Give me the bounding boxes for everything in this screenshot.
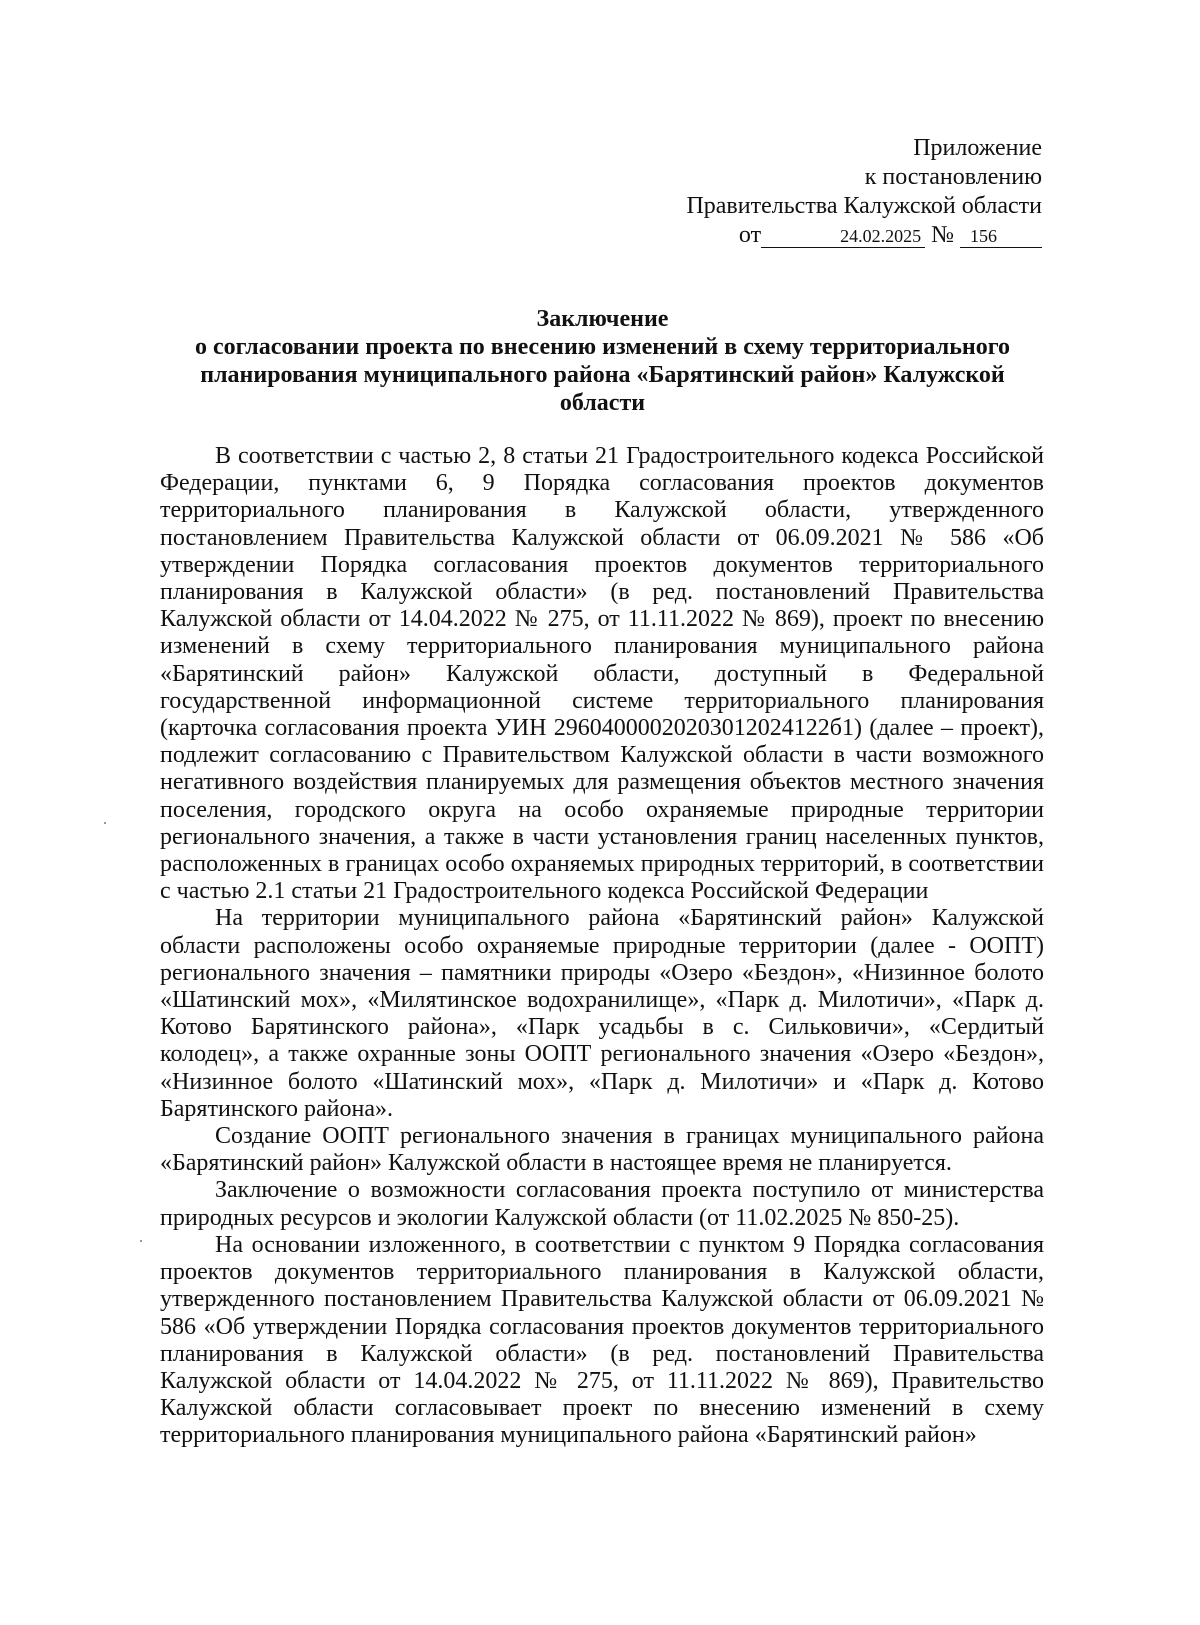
appendix-header (686, 134, 1042, 250)
document-title (165, 305, 1040, 417)
appendix-resolution-ref: к постановлению (864, 164, 1042, 190)
resolution-date: 24.02.2025 (761, 225, 925, 248)
document-body (160, 443, 1044, 1450)
number-sign: № (931, 222, 954, 248)
title-line-4: области (559, 390, 646, 416)
appendix-date-number (686, 221, 1042, 250)
resolution-number: 156 (960, 225, 1042, 248)
scan-speck (140, 1240, 142, 1242)
paragraph-5: На основании изложенного, в соответствии с пунктом 9 Порядка согласования проектов документов территориального планирования в Калужской области, утвержденного постановлением Правительства Калужской области от 06.09.2021 № 586 «Об утверждении Порядка согласования проектов документов территориального планирования в Калужской области» (в ред. постановлений Правительства Калужской области от 14.04.2022 № 275, от 11.11.2022 № 869), Правительство Калужской области согласовывает проект по внесению изменений в схему территориального планирования муниципального района «Барятинский район» (160, 1231, 1044, 1449)
title-line-2: о согласовании проекта по внесению изменений в схему территориального (194, 334, 1011, 360)
date-prefix: от (738, 222, 762, 248)
scan-speck (104, 822, 106, 824)
paragraph-4: Заключение о возможности согласования проекта поступило от министерства природных ресурсов и экологии Калужской области (от 11.02.2025 № 850-25). (160, 1177, 1044, 1231)
appendix-label: Приложение (913, 135, 1042, 161)
title-line-3: планирования муниципального района «Барятинский район» Калужской (200, 362, 1005, 388)
paragraph-1: В соответствии с частью 2, 8 статьи 21 Градостроительного кодекса Российской Федерации, пунктами 6, 9 Порядка согласования проектов документов территориального планирования в Калужской области, утвержденного постановлением Правительства Калужской области от 06.09.2021 № 586 «Об утверждении Порядка согласования проектов документов территориального планирования в Калужской области» (в ред. постановлений Правительства Калужской области от 14.04.2022 № 275, от 11.11.2022 № 869), проект по внесению изменений в схему территориального планирования муниципального района «Барятинский район» Калужской области, доступный в Федеральной государственной информационной системе территориального планирования (карточка согласования проекта УИН 29604000020203012024122б1) (далее – проект), подлежит согласованию с Правительством Калужской области в части возможного негативного воздействия планируемых для размещения объектов местного значения поселения, городского округа на особо охраняемые природные территории регионального значения, а также в части установления границ населенных пунктов, расположенных в границах особо охраняемых природных территорий, в соответствии с частью 2.1 статьи 21 Градостроительного кодекса Российской Федерации (160, 443, 1044, 905)
paragraph-2: На территории муниципального района «Барятинский район» Калужской области расположены особо охраняемые природные территории (далее - ООПТ) регионального значения – памятники природы «Озеро «Бездон», «Низинное болото «Шатинский мох», «Милятинское водохранилище», «Парк д. Милотичи», «Парк д. Котово Барятинского района», «Парк усадьбы в с. Сильковичи», «Сердитый колодец», а также охранные зоны ООПТ регионального значения «Озеро «Бездон», «Низинное болото «Шатинский мох», «Парк д. Милотичи» и «Парк д. Котово Барятинского района». (160, 905, 1044, 1122)
title-line-1: Заключение (536, 306, 669, 332)
paragraph-3: Создание ООПТ регионального значения в границах муниципального района «Барятинский район» Калужской области в настоящее время не планируется. (160, 1123, 1044, 1177)
appendix-government: Правительства Калужской области (686, 193, 1042, 219)
